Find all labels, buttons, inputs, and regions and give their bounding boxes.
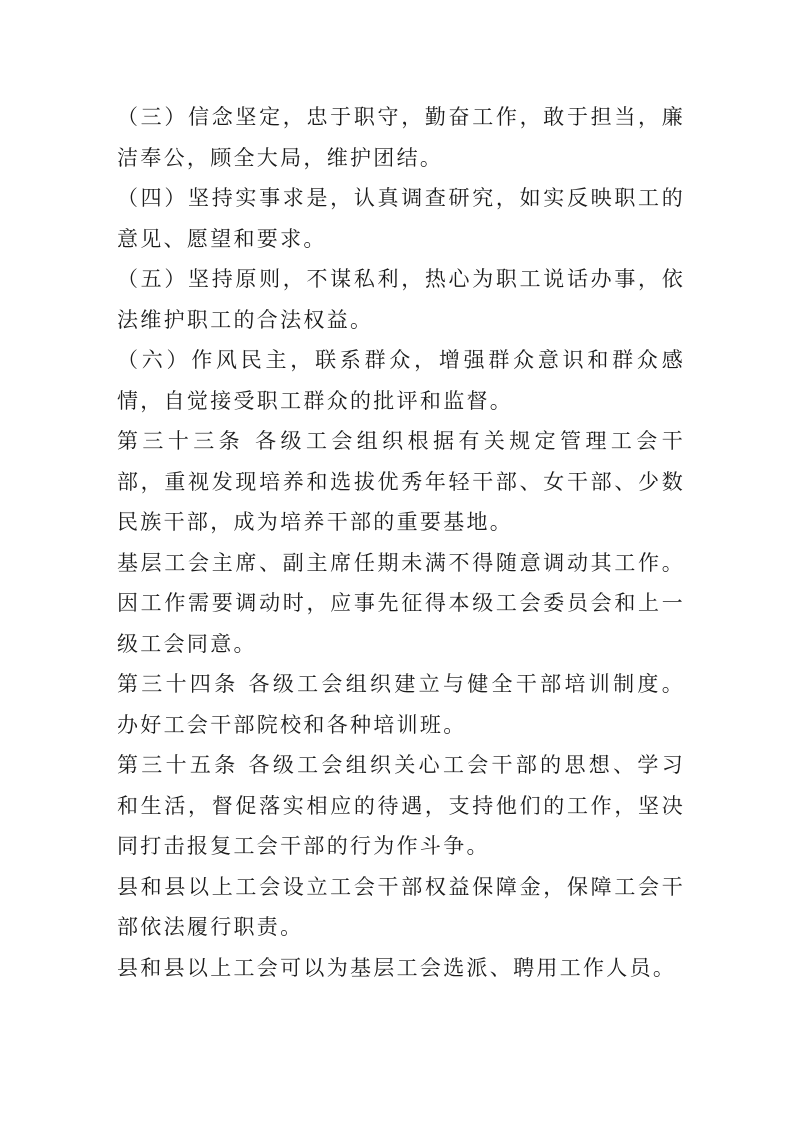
paragraph-article-35: 第三十五条 各级工会组织关心工会干部的思想、学习和生活，督促落实相应的待遇，支持他们的工作，坚决同打击报复工会干部的行为作斗争。 [117,753,685,858]
paragraph-clause-3: （三）信念坚定，忠于职守，勤奋工作，敢于担当，廉洁奉公，顾全大局，维护团结。 [117,105,685,170]
paragraph-clause-5: （五）坚持原则，不谋私利，热心为职工说话办事，依法维护职工的合法权益。 [117,267,685,332]
paragraph-article-35-sub-1: 县和县以上工会设立工会干部权益保障金，保障工会干部依法履行职责。 [117,874,685,939]
paragraph-article-35-sub-2: 县和县以上工会可以为基层工会选派、聘用工作人员。 [117,955,677,980]
paragraph-article-33: 第三十三条 各级工会组织根据有关规定管理工会干部，重视发现培养和选拔优秀年轻干部、女干部、少数民族干部，成为培养干部的重要基地。 [117,429,685,534]
document-body [117,97,685,988]
paragraph-article-34: 第三十四条 各级工会组织建立与健全干部培训制度。办好工会干部院校和各种培训班。 [117,672,685,737]
paragraph-clause-4: （四）坚持实事求是，认真调查研究，如实反映职工的意见、愿望和要求。 [117,186,685,251]
paragraph-article-33-sub: 基层工会主席、副主席任期未满不得随意调动其工作。因工作需要调动时，应事先征得本级工会委员会和上一级工会同意。 [117,550,685,656]
paragraph-clause-6: （六）作风民主，联系群众，增强群众意识和群众感情，自觉接受职工群众的批评和监督。 [117,348,685,413]
